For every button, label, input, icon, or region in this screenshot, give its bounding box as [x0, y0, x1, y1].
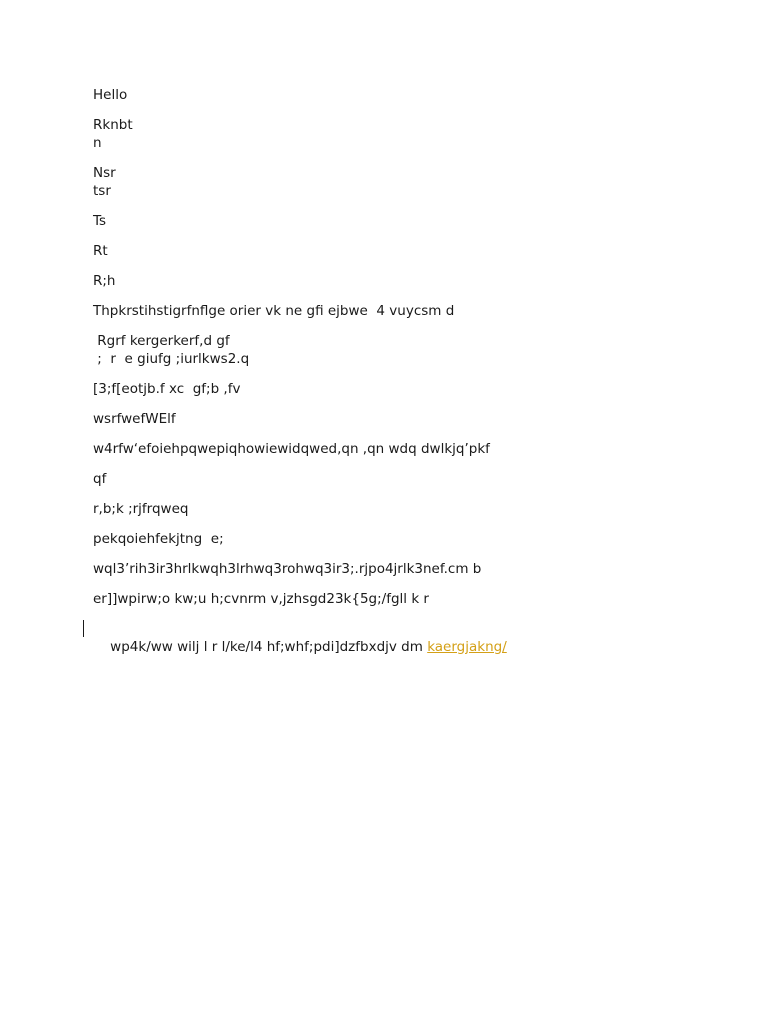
paragraph[interactable] [93, 380, 733, 398]
paragraph[interactable] [93, 530, 733, 548]
paragraph-line: Rgrf kergerkerf,d gf [93, 333, 230, 349]
paragraph[interactable] [93, 272, 733, 290]
paragraph[interactable] [93, 116, 733, 152]
paragraph[interactable] [93, 302, 733, 320]
document-body[interactable] [93, 86, 733, 608]
paragraph-line: pekqoiehfekjtng e; [93, 531, 224, 547]
paragraph-line: Nsr [93, 165, 116, 181]
paragraph-line: n [93, 135, 102, 151]
hyperlink[interactable]: kaergjakng/ [427, 639, 507, 655]
paragraph[interactable] [93, 440, 733, 458]
paragraph[interactable] [93, 410, 733, 428]
paragraph[interactable] [93, 590, 733, 608]
paragraph-line: er]]wpirw;o kw;u h;cvnrm v,jzhsgd23k{5g;/fgll k r [93, 591, 429, 607]
paragraph-line: qf [93, 471, 107, 487]
paragraph-line: wsrfwefWElf [93, 411, 176, 427]
paragraph[interactable] [93, 332, 733, 368]
paragraph-line: [3;f[eotjb.f xc gf;b ,fv [93, 381, 241, 397]
paragraph-line: Thpkrstihstigrfnflge orier vk ne gfi ejbwe 4 vuycsm d [93, 303, 455, 319]
paragraph-line: Hello [93, 87, 128, 103]
last-paragraph[interactable] [93, 620, 733, 674]
paragraph-line: Rt [93, 243, 108, 259]
paragraph[interactable] [93, 86, 733, 104]
last-paragraph-text: wp4k/ww wilj l r l/ke/l4 hf;whf;pdi]dzfbxdjv dm [110, 639, 428, 655]
paragraph-line: Ts [93, 213, 107, 229]
paragraph[interactable] [93, 242, 733, 260]
paragraph[interactable] [93, 560, 733, 578]
text-cursor [83, 620, 84, 637]
paragraph-line: tsr [93, 183, 111, 199]
paragraph-line: w4rfw‘efoiehpqwepiqhowiewidqwed,qn ,qn wdq dwlkjq’pkf [93, 441, 490, 457]
paragraph-line: r,b;k ;rjfrqweq [93, 501, 189, 517]
document-page[interactable] [93, 86, 733, 686]
paragraph-line: wql3’rih3ir3hrlkwqh3lrhwq3rohwq3ir3;.rjpo4jrlk3nef.cm b [93, 561, 482, 577]
paragraph-line: ; r e giufg ;iurlkws2.q [93, 351, 250, 367]
paragraph-line: Rknbt [93, 117, 133, 133]
paragraph[interactable] [93, 164, 733, 200]
paragraph[interactable] [93, 470, 733, 488]
paragraph[interactable] [93, 212, 733, 230]
paragraph[interactable] [93, 500, 733, 518]
paragraph-line: R;h [93, 273, 116, 289]
